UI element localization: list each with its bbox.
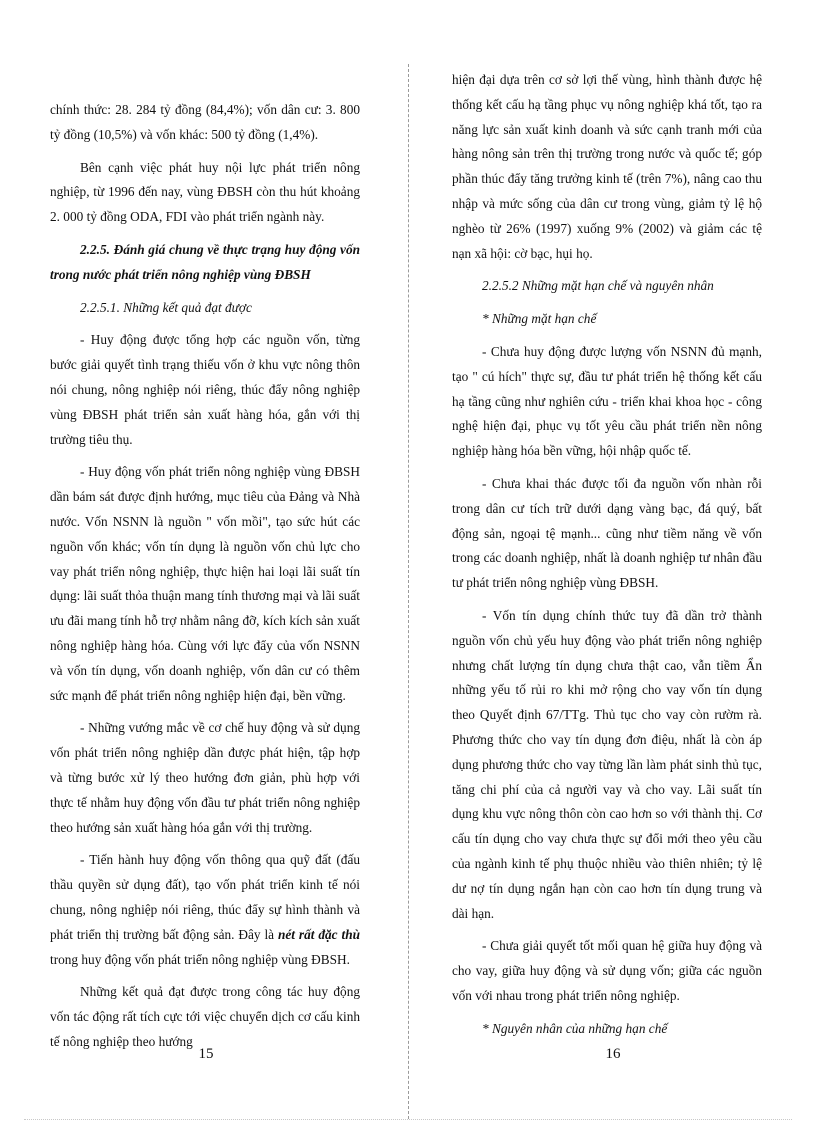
paragraph: - Huy động được tổng hợp các nguồn vốn, từng bước giải quyết tình trạng thiếu vốn ở khu vực nông thôn nói chung, nông nghiệp nói riêng, thúc đẩy nông nghiệp vùng ĐBSH phát triển sản xuất hàng hóa, gắn với thị trường tiêu thụ. [50, 332, 360, 447]
page-number: 15 [198, 1046, 214, 1062]
paragraph: - Những vướng mắc về cơ chế huy động và sử dụng vốn phát triển nông nghiệp dần được phát hiện, tập hợp và từng bước xử lý theo hướng đơn giản, phù hợp với thực tế nhằm huy động vốn đầu tư phát triển nông nghiệp theo hướng sản xuất hàng hóa gắn với thị trường. [50, 720, 360, 835]
page-number: 16 [605, 1046, 621, 1062]
paragraph: hiện đại dựa trên cơ sở lợi thế vùng, hình thành được hệ thống kết cấu hạ tầng phục vụ nông nghiệp khá tốt, tạo ra năng lực sản xuất kinh doanh và sức cạnh tranh mới của hàng nông sản trên thị trường trong nước và quốc tế; góp phần thúc đẩy tăng trưởng kinh tế (trên 7%), nâng cao thu nhập và mức sống của dân cư trong vùng, giảm tỷ lệ hộ nghèo từ 26% (1997) xuống 9% (2002) và giảm các tệ nạn xã hội: cờ bạc, hụi họ. [452, 72, 762, 261]
section-heading: 2.2.5. Đánh giá chung về thực trạng huy động vốn trong nước phát triển nông nghiệp vùng ĐBSH [50, 241, 360, 282]
paragraph [50, 848, 360, 972]
paragraph: - Chưa giải quyết tốt mối quan hệ giữa huy động và cho vay, giữa huy động và sử dụng vốn; giữa các nguồn vốn với nhau trong phát triển nông nghiệp. [452, 938, 762, 1003]
left-page [50, 98, 360, 1055]
emphasis-text: nét rất đặc thù [278, 926, 360, 942]
page-divider [408, 64, 409, 1119]
paragraph: Bên cạnh việc phát huy nội lực phát triển nông nghiệp, từ 1996 đến nay, vùng ĐBSH còn thu hút khoảng 2. 000 tỷ đồng ODA, FDI vào phát triển ngành này. [50, 159, 360, 225]
paragraph: - Chưa huy động được lượng vốn NSNN đủ mạnh, tạo " cú hích" thực sự, đầu tư phát triển hệ thống kết cấu hạ tầng cũng như nghiên cứu - triển khai khoa học - công nghệ hiện đại, phục vụ tốt yêu cầu phát triển nền nông nghiệp hàng hóa bền vững, hội nhập quốc tế. [452, 343, 762, 459]
paragraph: chính thức: 28. 284 tỷ đồng (84,4%); vốn dân cư: 3. 800 tỷ đồng (10,5%) và vốn khác: 500 tỷ đồng (1,4%). [50, 102, 360, 142]
paragraph: - Huy động vốn phát triển nông nghiệp vùng ĐBSH dần bám sát được định hướng, mục tiêu của Đảng và Nhà nước. Vốn NSNN là nguồn " vốn mồi", tạo sức hút các nguồn vốn khác; vốn tín dụng là nguồn vốn chủ lực cho vay phát triển nông nghiệp, thực hiện hai loại lãi suất tín dụng: lãi suất thỏa thuận mang tính thương mại và lãi suất ưu đãi mang tính hỗ trợ nhằm nâng đỡ, kích kích sản xuất nông nghiệp hàng hóa. Cùng với lực đẩy của vốn NSNN và vốn tín dụng, vốn doanh nghiệp, vốn dân cư có thêm sức mạnh để phát triển nông nghiệp hiện đại, bền vững. [50, 464, 360, 703]
limits-heading: * Những mặt hạn chế [482, 311, 597, 327]
bottom-rule [24, 1119, 792, 1120]
text-run: - Tiến hành huy động vốn thông qua quỹ đất (đấu thầu quyền sử dụng đất), tạo vốn phát triển kinh tế nói chung, nông nghiệp nói riêng, thúc đẩy sự hình thành và phát triển thị trường bất động sản. Đây là [50, 852, 360, 942]
text-run: trong huy động vốn phát triển nông nghiệp vùng ĐBSH. [50, 951, 350, 967]
subsection-heading: 2.2.5.1. Những kết quả đạt được [80, 299, 252, 315]
causes-heading: * Nguyên nhân của những hạn chế [482, 1020, 668, 1036]
subsection-heading: 2.2.5.2 Những mặt hạn chế và nguyên nhân [482, 278, 714, 294]
paragraph: - Vốn tín dụng chính thức tuy đã dần trở thành nguồn vốn chủ yếu huy động vào phát triển nông nghiệp nhưng chất lượng tín dụng chưa thật cao, vẫn tiềm Ẩn những yếu tố rủi ro khi mở rộng cho vay vốn tín dụng theo Quyết định 67/TTg. Thủ tục cho vay còn rườm rà. Phương thức cho vay tín dụng đơn điệu, nhất là còn áp dụng phương thức cho vay từng lần làm phát sinh thủ tục, tăng chi phí của cả người vay và cho vay. Lãi suất tín dụng khu vực nông thôn còn cao hơn so với thành thị. Cơ cấu tín dụng cho vay chưa thực sự đổi mới theo yêu cầu của ngành kinh tế phụ thuộc nhiều vào thiên nhiên; tỷ lệ dư nợ tín dụng ngắn hạn còn cao hơn tín dụng trung và dài hạn. [452, 607, 762, 921]
paragraph: - Chưa khai thác được tối đa nguồn vốn nhàn rỗi trong dân cư tích trữ dưới dạng vàng bạc, đá quý, bất động sản, ngoại tệ mạnh... cũng như tiềm năng về vốn trong các doanh nghiệp, nhất là doanh nghiệp tư nhân đầu tư phát triển nông nghiệp vùng ĐBSH. [452, 475, 762, 591]
right-page [452, 68, 762, 1041]
paragraph: Những kết quả đạt được trong công tác huy động vốn tác động rất tích cực tới việc chuyển dịch cơ cấu kinh tế nông nghiệp theo hướng [50, 984, 360, 1049]
